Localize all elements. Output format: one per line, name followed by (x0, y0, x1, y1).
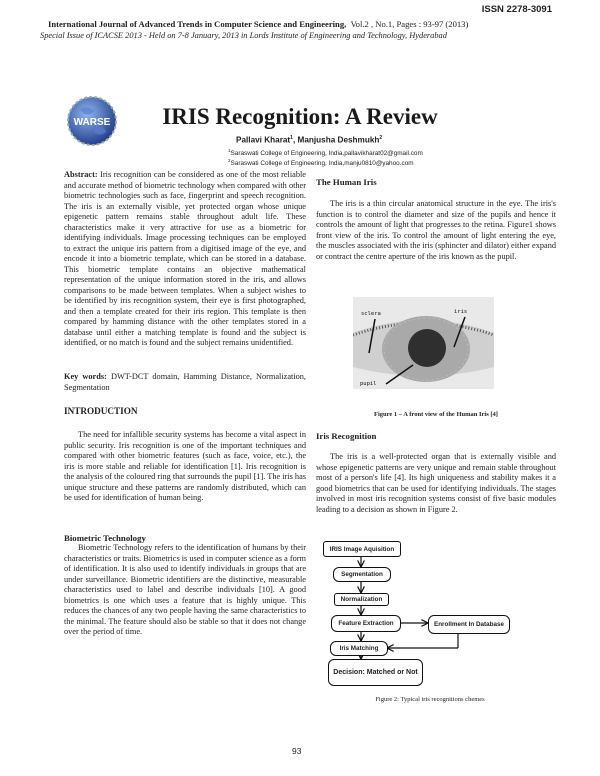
author-1: Pallavi Kharat (236, 135, 291, 145)
author-separator: , (292, 135, 298, 145)
flow-node-segmentation: Segmentation (333, 567, 391, 582)
biometric-text: Biometric Technology refers to the identification of humans by their characteristics or traits. Biometrics is used in computer science as a form of identification. It is also used to identify individuals in groups that are under surveillance. Biometric identifiers are the distinctive, measurable characteristics used to label and describe individuals [10]. A good biometrics is one which uses a feature that is highly unique. This reduces the chances of any two people having the same characteristics to the minimal. The feature should also be stable so that it does not change over the period of time. (64, 543, 306, 636)
abstract-label: Abstract: (64, 170, 98, 179)
section-heading-iris-recognition: Iris Recognition (316, 431, 377, 441)
figure-2-caption: Figure 2: Typical iris recognitions chemes (375, 696, 485, 703)
abstract-text: Iris recognition can be considered as one of the most reliable and accurate method of biometric technology when compared with other biometric technologies such as face, fingerprint and speech recognition. The iris is an externally visible, yet protected organ whose unique epigenetic pattern remains stable throughout adult life. These characteristics make it very attractive for use as a biometric for identifying individuals. Image processing techniques can be employed to extract the unique iris pattern from a digitised image of the eye, and encode it into a biometric template, which can be stored in a database. This biometric template contains an objective mathematical representation of the unique information stored in the iris, and allows comparisons to be made between templates. When a subject wishes to be identified by iris recognition system, their eye is first photographed, and then a template created for their iris region. This template is then compared by hamming distance with the other templates stored in a database until either a matching template is found and the subject is identified, or no match is found and the subject remains unidentified. (64, 170, 306, 347)
author-2-sup: 2 (379, 135, 383, 141)
section-heading-human-iris: The Human Iris (316, 177, 377, 187)
aff-sup: 2 (228, 158, 231, 163)
section-heading-biometric: Biometric Technology (64, 533, 146, 543)
journal-line (48, 19, 468, 29)
aff-text: Saraswati College of Engineering, India,manju0810@yahoo.com (230, 160, 414, 168)
issn: ISSN 2278-3091 (481, 4, 552, 15)
flow-node-enrollment: Enrollment In Database (428, 615, 510, 634)
introduction-text: The need for infallible security systems has become a vital aspect in public security. Iris recognition is one of the important techniques and compared with other biometric features (such as face, voice, etc.), the iris is more stable and reliable for identification [1]. Iris recognition is the analysis of the coloured ring that surrounds the pupil [1]. The iris has unique structure and these patterns are randomly distributed, which can be used for identification of human being. (64, 430, 306, 502)
keywords-label: Key words: (64, 372, 107, 381)
journal-name: International Journal of Advanced Trends in Computer Science and Engineering, (48, 19, 347, 29)
flow-node-acquisition: IRIS Image Aquisition (323, 541, 401, 557)
flow-node-feature-extraction: Feature Extraction (331, 615, 401, 632)
label-iris: iris (454, 309, 468, 315)
human-iris-text: The iris is a thin circular anatomical structure in the eye. The iris's function is to control the diameter and size of the pupils and hence it controls the amount of light that progresses to the retina. Figure1 shows front view of the iris. To control the amount of light entering the eye, the muscles associated with the iris (sphincter and dilator) either expand or contract the centre aperture of the iris known as the pupil. (316, 199, 556, 261)
section-heading-introduction: INTRODUCTION (64, 406, 138, 416)
figure-1-eye-image (353, 297, 494, 389)
keywords (64, 372, 306, 393)
special-issue: Special Issue of ICACSE 2013 - Held on 7-8 January, 2013 in Lords Institute of Engineering and Technology, Hyderabad (40, 31, 447, 40)
author-1-sup: 1 (290, 135, 293, 141)
aff-text: Saraswati College of Engineering, India,pallavikharat02@gmail.com (230, 150, 423, 158)
aff-sup: 1 (228, 148, 231, 153)
affiliation-2 (228, 158, 414, 167)
paper-title: IRIS Recognition: A Review (162, 104, 438, 129)
author-2: Manjusha Deshmukh (297, 135, 380, 145)
label-pupil: pupil (360, 381, 377, 387)
logo-text: WARSE (73, 117, 111, 128)
flow-node-normalization: Normalization (334, 593, 389, 606)
keywords-text: DWT-DCT domain, Hamming Distance, Normalization, Segmentation (64, 372, 307, 392)
flow-node-iris-matching: Iris Matching (330, 641, 388, 656)
journal-volume: Vol.2 , No.1, Pages : 93-97 (2013) (350, 19, 469, 29)
iris-recognition-text: The iris is a well-protected organ that is externally visible and whose epigenetic patterns are very unique and remain stable throughout most of a person's life [4]. Its high uniqueness and stability makes it a good biometrics that can be used for identifying individuals. The stages involved in most iris recognition systems consist of five basic modules leading to a decision as shown in Figure 2. (316, 452, 556, 514)
authors (236, 135, 382, 145)
figure-1-caption: Figure 1 – A front view of the Human Iris [4] (374, 411, 498, 418)
page-number: 93 (292, 746, 302, 756)
affiliation-1 (228, 148, 423, 157)
label-sclera: sclera (361, 311, 381, 317)
abstract (64, 170, 306, 349)
flow-node-decision: Decision: Matched or Not (328, 659, 423, 686)
